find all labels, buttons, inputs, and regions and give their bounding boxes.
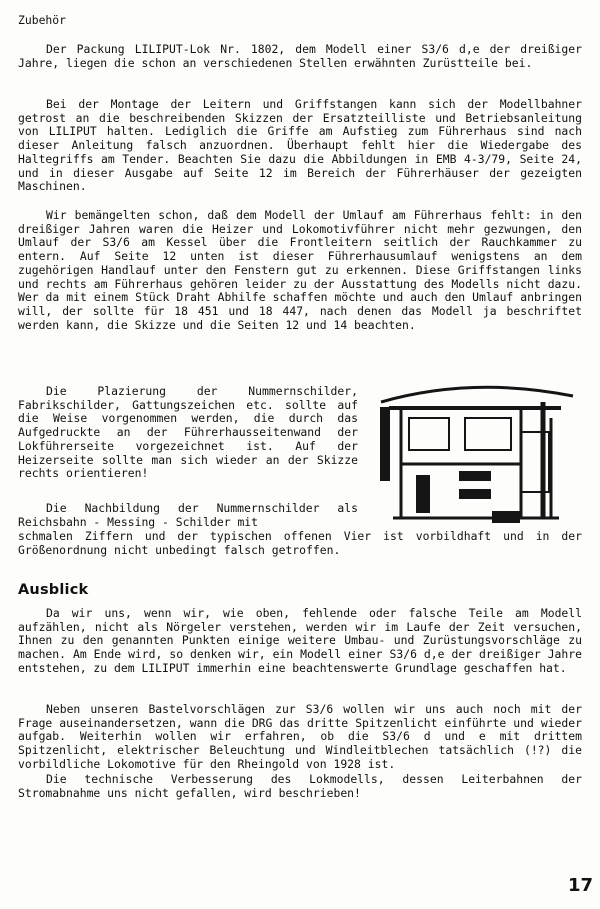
ausblick-heading: Ausblick xyxy=(18,582,89,598)
paragraph-ausblick-2: Neben unseren Bastelvorschlägen zur S3/6 wollen wir uns auch noch mit der Frage auseinandersetzen, wann die DRG das dritte Spitzenlicht einführte und wieder aufgab. Weiterhin wollen wir erfahren, ob die S3/6 d und e mit drittem Spitzenlicht, elektrischer Beleuchtung und Windleitblechen tatsächlich (!?) die vorbildliche Lokomotive für den Rheingold von 1928 ist. xyxy=(18,702,582,771)
paragraph-nummernschilder-a: Die Nachbildung der Nummernschilder als Reichsbahn - Messing - Schilder mit xyxy=(18,501,358,529)
paragraph-montage: Bei der Montage der Leitern und Griffstangen kann sich der Modellbahner getrost an die beschreibenden Skizzen der Ersatzteilliste und Betriebsanleitung von LILIPUT halten. Lediglich die Griffe am Aufstieg zum Führerhaus sind nach dieser Anleitung falsch anzuordnen. Überhaupt fehlt hier die Wiedergabe des Haltegriffs am Tender. Beachten Sie dazu die Abbildungen in EMB 4-3/79, Seite 24, und in dieser Ausgabe auf Seite 12 im Bereich der Führerhäuser der gezeigten Maschinen. xyxy=(18,97,582,194)
paragraph-intro: Der Packung LILIPUT-Lok Nr. 1802, dem Modell einer S3/6 d,e der dreißiger Jahre, liegen die schon an verschiedenen Stellen erwähnten Zurüstteile bei. xyxy=(18,42,582,70)
cab-side-sketch xyxy=(373,372,583,526)
paragraph-ausblick-3: Die technische Verbesserung des Lokmodells, dessen Leiterbahnen der Stromabnahme uns nicht gefallen, wird beschrieben! xyxy=(18,772,582,800)
paragraph-umlauf: Wir bemängelten schon, daß dem Modell der Umlauf am Führerhaus fehlt: in den dreißiger Jahren waren die Heizer und Lokomotivführer nicht mehr gezwungen, den Umlauf der S3/6 am Kessel über die Frontleitern seitlich der Rauchkammer zu entern. Auf Seite 12 unten ist dieser Führerhausumlauf wenigstens an dem zugehörigen Handlauf unter den Fenstern gut zu erkennen. Diese Griffstangen links und rechts am Führerhaus gehören leider zu der Ausstattung des Modells nicht dazu. Wer da mit einem Stück Draht Abhilfe schaffen möchte und auch den Umlauf anbringen will, der sollte für 18 451 und 18 447, nach denen das Modell ja beschriftet werden kann, die Skizze und die Seiten 12 und 14 beachten. xyxy=(18,208,582,332)
paragraph-plazierung: Die Plazierung der Nummernschilder, Fabrikschilder, Gattungszeichen etc. sollte auf die Weise vorgenommen werden, die durch das Aufgedruckte an der Führerhausseitenwand der Lokführerseite vorgezeichnet ist. Auf der Heizerseite sollte man sich wieder an der Skizze rechts orientieren! xyxy=(18,384,358,481)
paragraph-nummernschilder-b: schmalen Ziffern und der typischen offenen Vier ist vorbildhaft und in der Größenordnung nicht unbedingt falsch getroffen. xyxy=(18,529,582,557)
paragraph-ausblick-1: Da wir uns, wenn wir, wie oben, fehlende oder falsche Teile am Modell aufzählen, nicht als Nörgeler verstehen, werden wir im Laufe der Zeit versuchen, Ihnen zu den genannten Punkten einige weitere Umbau- und Zurüstungsvorschläge zu machen. Am Ende wird, so denken wir, ein Modell einer S3/6 d,e der dreißiger Jahre entstehen, zu dem LILIPUT immerhin eine beachtenswerte Grundlage geschaffen hat. xyxy=(18,606,582,675)
section-title: Zubehör xyxy=(18,13,67,27)
page-number: 17 xyxy=(568,875,594,896)
